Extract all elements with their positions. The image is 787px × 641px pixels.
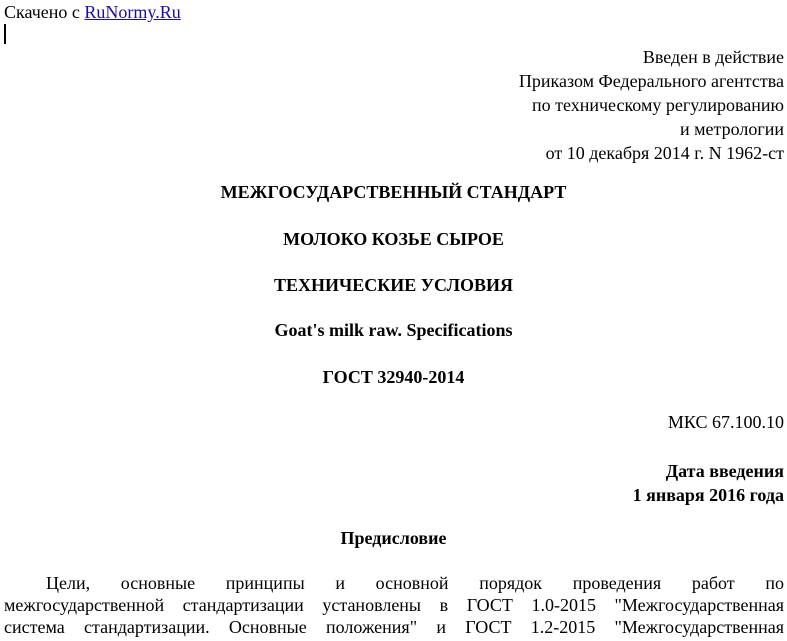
source-prefix: Скачено с xyxy=(4,2,85,22)
document-title: МОЛОКО КОЗЬЕ СЫРОЕ xyxy=(283,229,504,249)
enactment-line: Приказом Федерального агентства xyxy=(518,71,784,91)
standard-code: ГОСТ 32940-2014 xyxy=(322,367,465,387)
paragraph-line: система стандартизации. Основные положения" и ГОСТ 1.2-2015 "Межгосударственная xyxy=(4,617,784,637)
paragraph-line: Цели, основные принципы и основной порядок проведения работ по xyxy=(46,573,784,593)
intro-date-block xyxy=(633,459,784,507)
english-title: Goat's milk raw. Specifications xyxy=(274,320,513,340)
source-link[interactable]: RuNormy.Ru xyxy=(84,2,181,22)
enactment-line: и метрологии xyxy=(680,119,784,139)
enactment-line: Введен в действие xyxy=(642,47,784,67)
enactment-block xyxy=(519,45,784,165)
enactment-line: от 10 декабря 2014 г. N 1962-ст xyxy=(545,143,784,163)
preface-heading: Предисловие xyxy=(340,528,447,548)
paragraph-line: межгосударственной стандартизации установлены в ГОСТ 1.0-2015 "Межгосударственная xyxy=(4,595,784,615)
source-line xyxy=(4,3,181,21)
intro-date-value: 1 января 2016 года xyxy=(632,485,784,505)
standard-type: МЕЖГОСУДАРСТВЕННЫЙ СТАНДАРТ xyxy=(220,182,567,202)
preface-paragraph xyxy=(4,572,784,638)
enactment-line: по техническому регулированию xyxy=(531,95,784,115)
text-cursor xyxy=(4,24,6,44)
intro-date-label: Дата введения xyxy=(665,461,784,481)
mks-code: МКС 67.100.10 xyxy=(667,412,784,432)
document-subtitle: ТЕХНИЧЕСКИЕ УСЛОВИЯ xyxy=(274,275,513,295)
